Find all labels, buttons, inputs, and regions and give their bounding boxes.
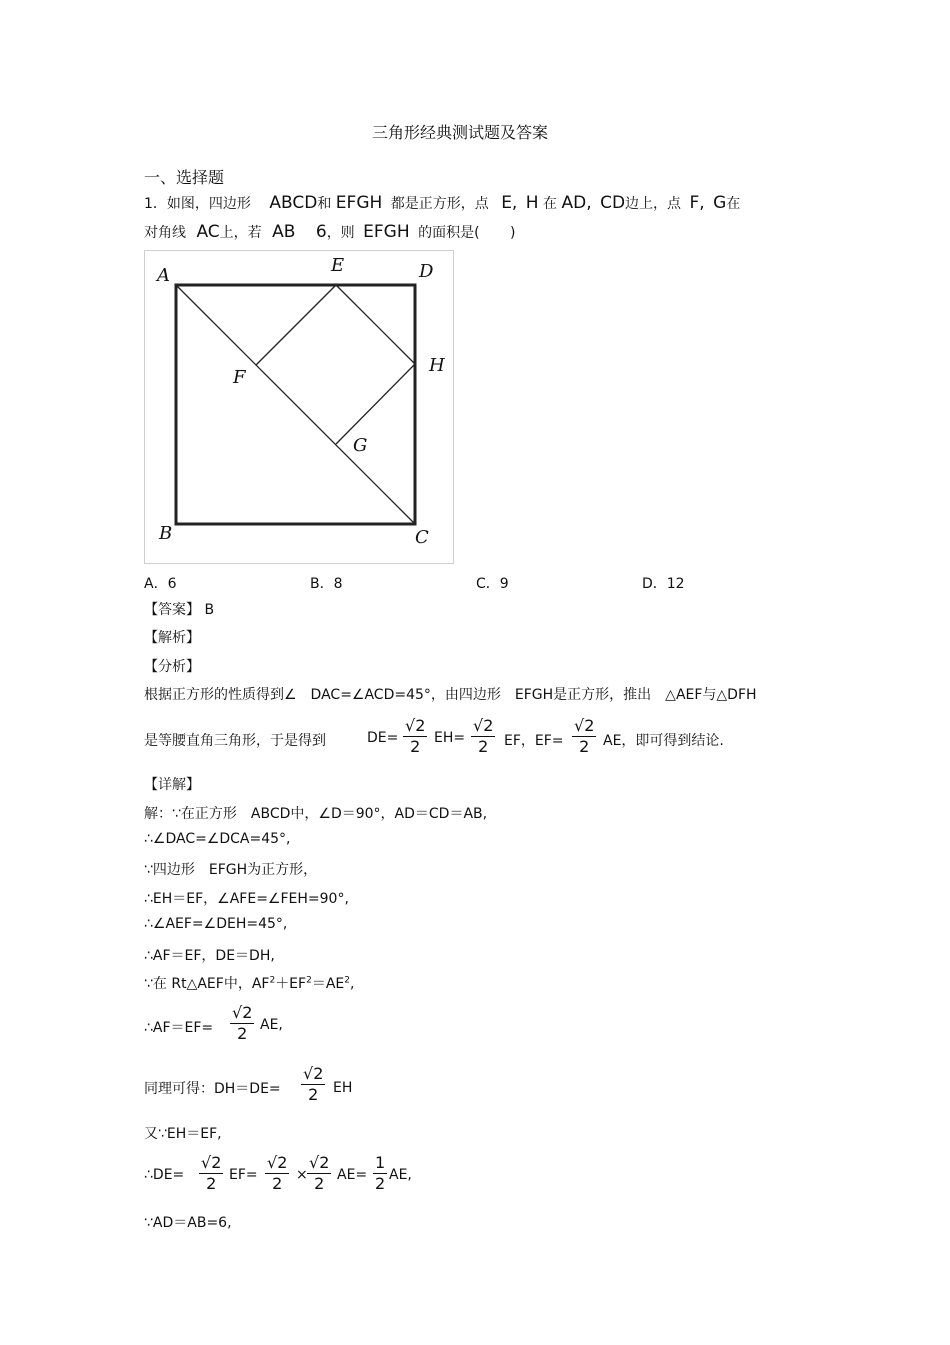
option-c: C．9 (476, 576, 509, 592)
fraction: $\frac{√2}{2}$ (405, 716, 426, 756)
step-2: ∴∠DAC=∠DCA=45°, (144, 831, 291, 847)
fraction: $\frac{√2}{2}$ (309, 1153, 330, 1193)
label-f: F (233, 367, 246, 388)
step-4: ∴EH＝EF，∠AFE=∠FEH=90°, (144, 891, 349, 907)
option-a: A．6 (144, 576, 177, 592)
fraction: $\frac{√2}{2}$ (473, 716, 494, 756)
step-8: ∴AF＝EF= $\frac{√2}{2}$ AE, (144, 1003, 283, 1043)
section-heading: 一、选择题 (144, 168, 225, 187)
label-b: B (159, 523, 173, 544)
fraction: $\frac{√2}{2}$ (303, 1064, 324, 1104)
square-diagram (145, 251, 453, 563)
label-a: A (157, 265, 170, 286)
step-10: 又∵EH＝EF, (144, 1126, 222, 1142)
option-b: B．8 (310, 576, 343, 592)
label-h: H (429, 355, 445, 376)
step-3: ∵四边形 EFGH为正方形， (144, 862, 318, 878)
step-12: ∵AD＝AB=6, (144, 1215, 232, 1231)
step-5: ∴∠AEF=∠DEH=45°, (144, 916, 288, 932)
step-11: ∴DE= $\frac{√2}{2}$ EF= $\frac{√2}{2}$ × $\frac{√2}{2}$ AE= $\frac{1}{2}$ AE, (144, 1153, 412, 1193)
answer-line: 【答案】 B (144, 602, 215, 618)
side-ef (256, 285, 336, 365)
label-c: C (415, 527, 429, 548)
step-7: ∵在 Rt△AEF中，$AF^2+EF^2=AE^2$, (144, 975, 355, 992)
side-hg (336, 364, 415, 444)
fraction: $\frac{√2}{2}$ (574, 716, 595, 756)
step-6: ∴AF＝EF，DE＝DH, (144, 948, 275, 964)
geometry-figure (144, 250, 454, 564)
option-d: D．12 (642, 576, 685, 592)
page-title: 三角形经典测试题及答案 (372, 123, 549, 142)
analysis-line-1: 根据正方形的性质得到∠ DAC=∠ACD=45°，由四边形 EFGH是正方形，推出 △AEF与△DFH (144, 687, 757, 703)
fraction: $\frac{1}{2}$ (375, 1153, 386, 1193)
side-eh (336, 285, 415, 364)
fraction: $\frac{√2}{2}$ (201, 1153, 222, 1193)
label-d: D (419, 261, 434, 282)
fraction: $\frac{√2}{2}$ (232, 1003, 253, 1043)
fenxi-heading: 【分析】 (144, 659, 200, 675)
jiexi-heading: 【解析】 (144, 630, 200, 646)
question-line-1: 1．如图，四边形 ABCD和 EFGH 都是正方形，点 E, H 在 AD, CD边上，点 F, G在 (144, 193, 741, 213)
step-9: 同理可得：DH＝DE= $\frac{√2}{2}$ EH (144, 1064, 353, 1104)
diagonal-ac (176, 285, 415, 524)
label-e: E (331, 255, 345, 276)
label-g: G (353, 435, 368, 456)
fraction: $\frac{√2}{2}$ (267, 1153, 288, 1193)
xiangjie-heading: 【详解】 (144, 777, 200, 793)
question-line-2: 对角线 AC上，若 AB 6，则 EFGH 的面积是( ) (144, 222, 516, 242)
step-1: 解：∵在正方形 ABCD中，∠D＝90°，AD＝CD＝AB, (144, 806, 488, 822)
